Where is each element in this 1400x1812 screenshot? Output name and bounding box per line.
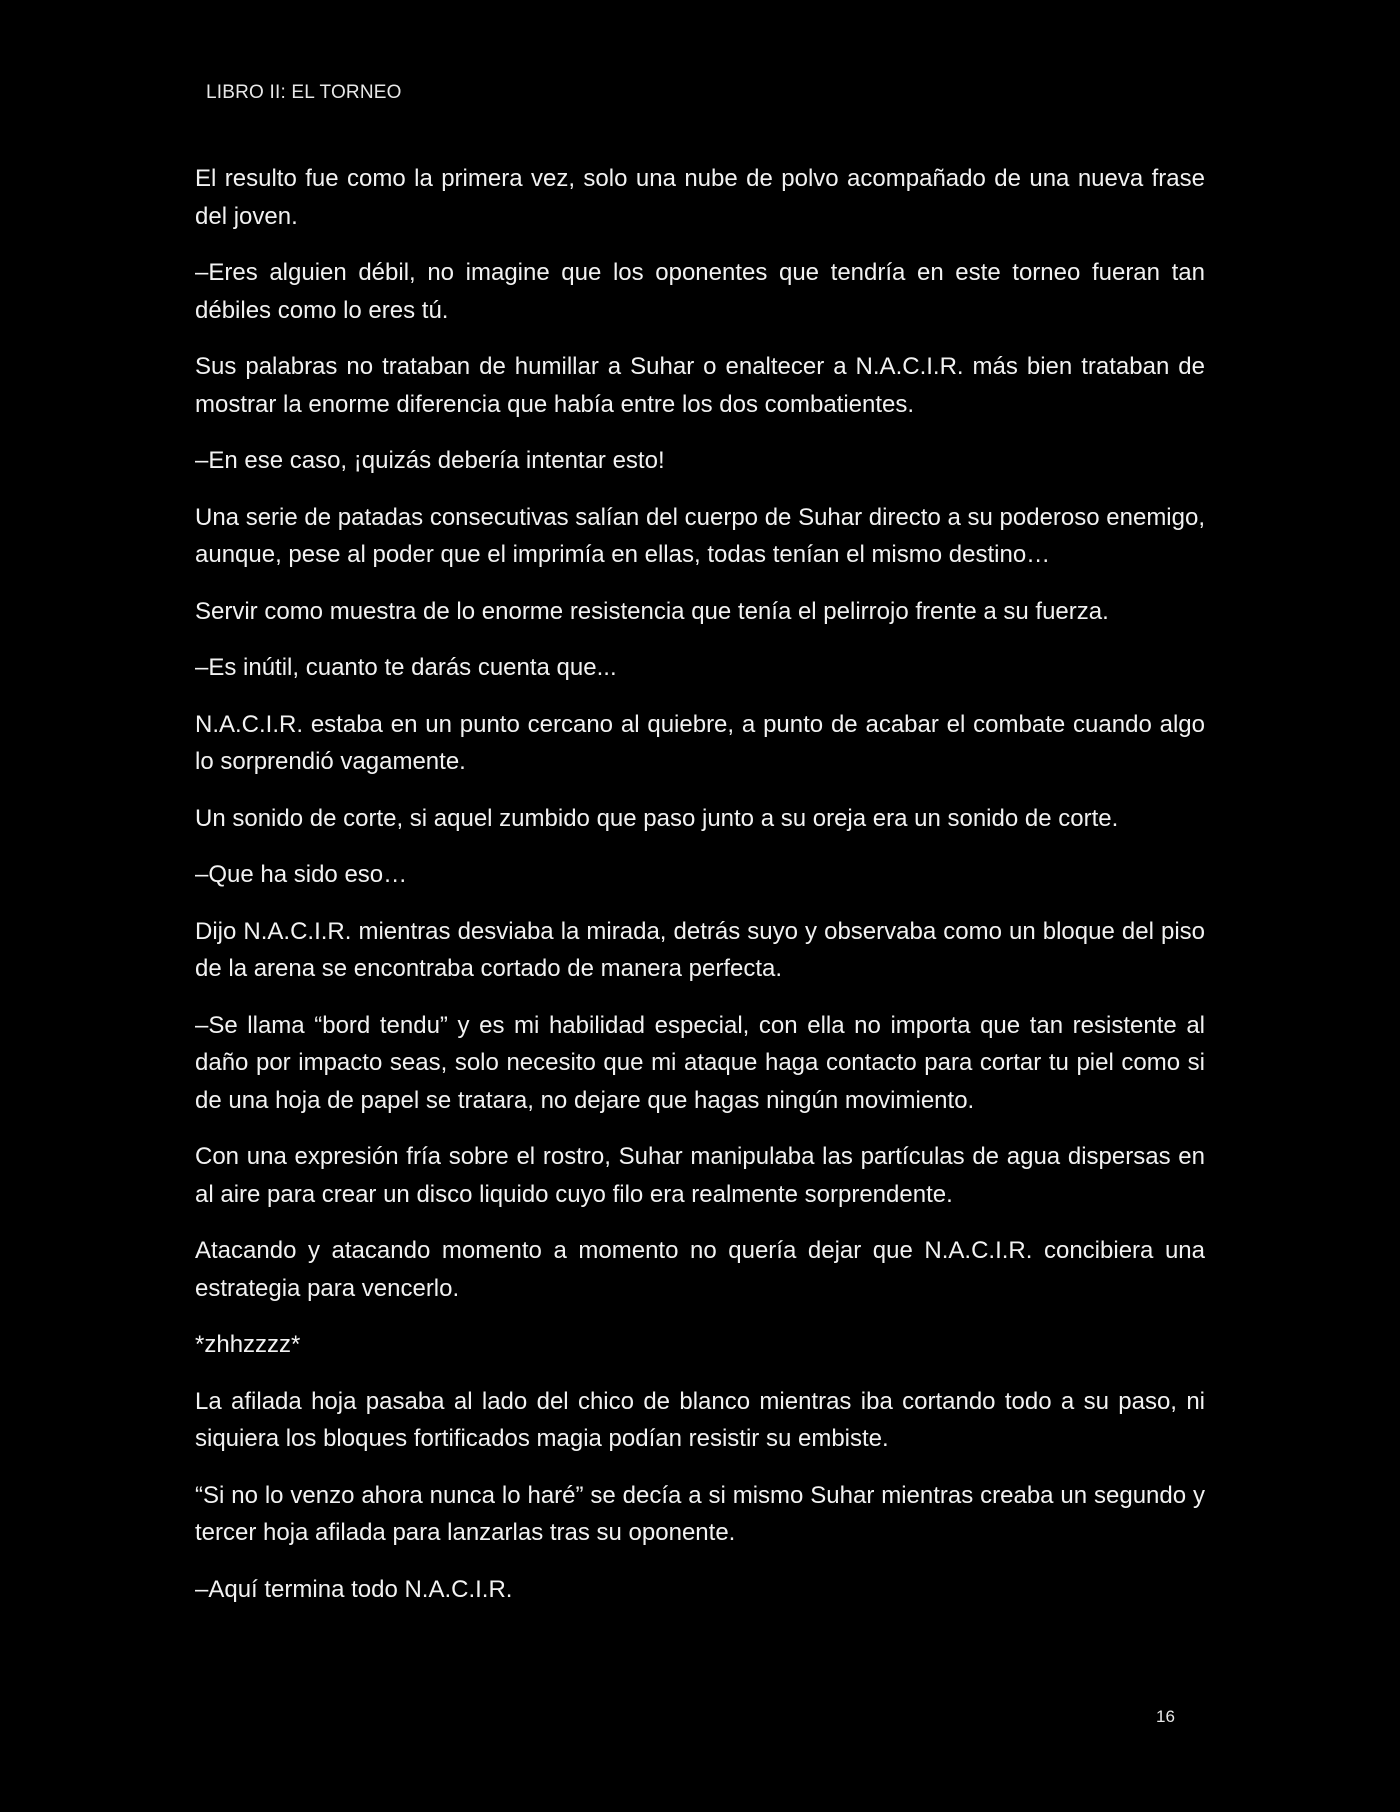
paragraph: Un sonido de corte, si aquel zumbido que paso junto a su oreja era un sonido de corte. bbox=[195, 804, 1119, 832]
paragraph: –Que ha sido eso… bbox=[195, 861, 408, 888]
paragraph: La afilada hoja pasaba al lado del chico de blanco mientras iba cortando todo a su paso, ni siquiera los bloques fortificados magia podían resistir su embiste. bbox=[195, 1387, 1205, 1452]
paragraph: –Eres alguien débil, no imagine que los oponentes que tendría en este torneo fueran tan débiles como lo eres tú. bbox=[195, 259, 1205, 324]
paragraph: –Se llama “bord tendu” y es mi habilidad especial, con ella no importa que tan resistente al daño por impacto seas, solo necesito que mi ataque haga contacto para cortar tu piel como si de una hoja de papel se tratara, no dejare que hagas ningún movimiento. bbox=[195, 1011, 1205, 1114]
paragraph: –Es inútil, cuanto te darás cuenta que... bbox=[195, 654, 617, 681]
paragraph: Con una expresión fría sobre el rostro, Suhar manipulaba las partículas de agua dispersas en al aire para crear un disco liquido cuyo filo era realmente sorprendente. bbox=[195, 1143, 1205, 1208]
paragraph: Una serie de patadas consecutivas salían del cuerpo de Suhar directo a su poderoso enemigo, aunque, pese al poder que el imprimía en ellas, todas tenían el mismo destino… bbox=[195, 503, 1205, 568]
paragraph: Sus palabras no trataban de humillar a Suhar o enaltecer a N.A.C.I.R. más bien trataban de mostrar la enorme diferencia que había entre los dos combatientes. bbox=[195, 353, 1205, 418]
paragraph: El resulto fue como la primera vez, solo una nube de polvo acompañado de una nueva frase del joven. bbox=[195, 165, 1205, 230]
page-body bbox=[195, 160, 1205, 1627]
paragraph: *zhhzzzz* bbox=[195, 1331, 301, 1358]
paragraph: “Si no lo venzo ahora nunca lo haré” se decía a si mismo Suhar mientras creaba un segundo y tercer hoja afilada para lanzarlas tras su oponente. bbox=[195, 1481, 1205, 1546]
paragraph: Servir como muestra de lo enorme resistencia que tenía el pelirrojo frente a su fuerza. bbox=[195, 597, 1109, 625]
page-number: 16 bbox=[1156, 1707, 1175, 1726]
paragraph: –Aquí termina todo N.A.C.I.R. bbox=[195, 1575, 513, 1603]
paragraph: Dijo N.A.C.I.R. mientras desviaba la mirada, detrás suyo y observaba como un bloque del piso de la arena se encontraba cortado de manera perfecta. bbox=[195, 917, 1205, 982]
running-header: LIBRO II: EL TORNEO bbox=[206, 82, 402, 103]
paragraph: N.A.C.I.R. estaba en un punto cercano al quiebre, a punto de acabar el combate cuando algo lo sorprendió vagamente. bbox=[195, 710, 1205, 775]
paragraph: –En ese caso, ¡quizás debería intentar esto! bbox=[195, 447, 665, 474]
paragraph: Atacando y atacando momento a momento no quería dejar que N.A.C.I.R. concibiera una estrategia para vencerlo. bbox=[195, 1237, 1205, 1302]
